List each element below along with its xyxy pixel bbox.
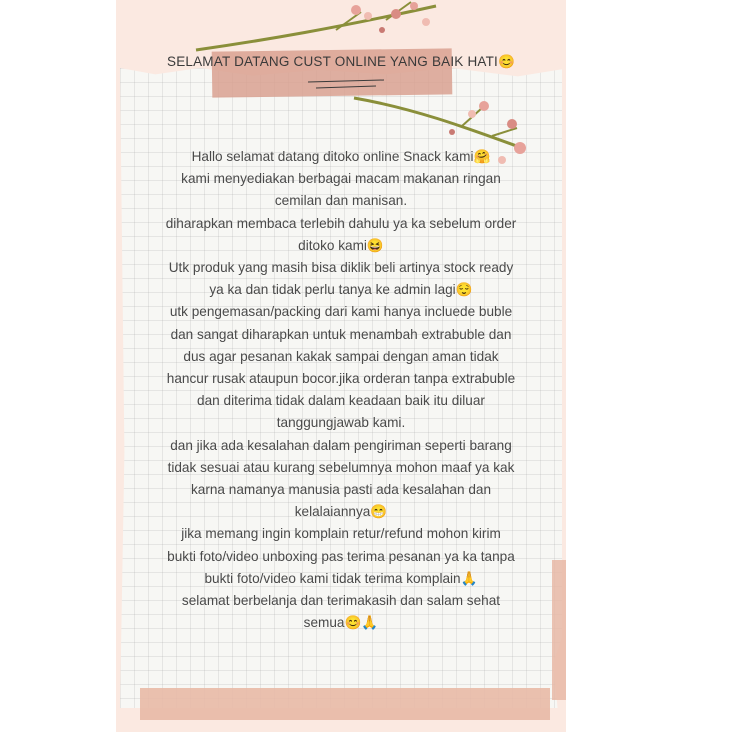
bottom-paper-strip — [140, 688, 550, 720]
text-line: diharapkan membaca terlebih dahulu ya ka sebelum order — [165, 215, 517, 231]
text-line: dan sangat diharapkan untuk menambah extrabuble dan — [170, 326, 512, 342]
text-line: dan diterima tidak dalam keadaan baik itu diluar — [197, 393, 485, 409]
text-line: ditoko kami😆 — [298, 237, 384, 253]
announcement-poster — [116, 0, 566, 732]
text-line: dan jika ada kesalahan dalam pengiriman seperti barang — [170, 437, 512, 453]
text-line: semua😊🙏 — [303, 615, 379, 631]
text-line: jika memang ingin komplain retur/refund mohon kirim — [181, 526, 501, 542]
text-line: karna namanya manusia pasti ada kesalahan dan — [190, 482, 492, 498]
text-line: utk pengemasan/packing dari kami hanya incluede buble — [169, 304, 513, 320]
text-line: bukti foto/video unboxing pas terima pesanan ya ka tanpa — [167, 548, 515, 564]
text-line: bukti foto/video kami tidak terima komplain🙏 — [204, 570, 478, 586]
text-line: cemilan dan manisan. — [274, 193, 408, 209]
text-line: kami menyediakan berbagai macam makanan ringan — [181, 171, 501, 187]
text-line: selamat berbelanja dan terimakasih dan salam sehat — [181, 593, 501, 609]
text-line: hancur rusak ataupun bocor.jika orderan tanpa extrabuble — [166, 371, 516, 387]
text-line: kelalaiannya😁 — [294, 504, 388, 520]
text-line: Hallo selamat datang ditoko online Snack kami🤗 — [191, 149, 491, 164]
text-line: tanggungjawab kami. — [276, 415, 406, 431]
text-line: tidak sesuai atau kurang sebelumnya mohon maaf ya kak — [167, 459, 515, 475]
text-line: ya ka dan tidak perlu tanya ke admin lagi😌 — [209, 282, 473, 298]
page-title: SELAMAT DATANG CUST ONLINE YANG BAIK HATI😊 — [166, 54, 516, 69]
text-line: dus agar pesanan kakak sampai dengan aman tidak — [183, 348, 499, 364]
text-line: Utk produk yang masih bisa diklik beli artinya stock ready — [168, 260, 514, 276]
announcement-text — [116, 146, 566, 634]
